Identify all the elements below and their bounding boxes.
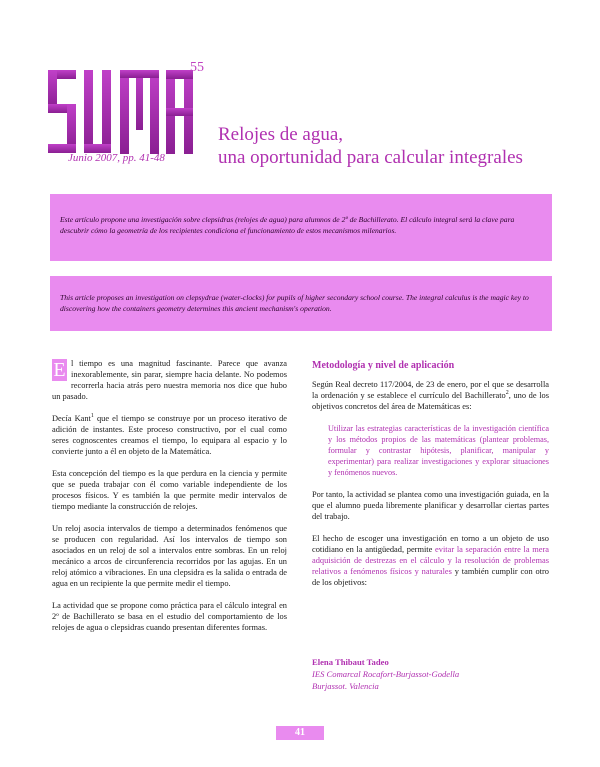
article-title-line2: una oportunidad para calcular integrales <box>218 147 523 168</box>
section-heading: Metodología y nivel de aplicación <box>312 360 455 371</box>
paragraph-kant-text-b: que el tiempo se construye por un proceso iterativo de adición de instantes. Este proceso constructivo, por el cual como seres cognoscentes creamos el tiempo, lo equipara al espacio y lo convierte junto a él en objeto de la Matemática. <box>52 414 287 456</box>
author-affiliation: IES Comarcal Rocafort-Burjassot-Godella <box>312 669 460 679</box>
article-title <box>218 123 578 169</box>
article-title-line1: Relojes de agua, <box>218 124 344 145</box>
objective-quote: Utilizar las estrategias características de la investigación científica y los métodos propios de las matemáticas (plantear problemas, formular y contrastar hipótesis, planificar, manipular y experimentar) para realizar investigaciones y explorar situaciones y fenómenos nuevos. <box>328 424 549 477</box>
paragraph-activity: La actividad que se propone como práctica para el cálculo integral en 2º de Bachillerato se basa en el estudio del comportamiento de los relojes de agua o clepsidras cuando presentan diferentes formas. <box>52 601 287 632</box>
paragraph-decree <box>312 379 549 412</box>
paragraph-intro-text: l tiempo es una magnitud fascinante. Parece que avanza inexorablemente, sin parar, siempre hacia delante. No podemos recorrerla hacia atrás pero nuestra memoria nos dice que hubo un pasado. <box>52 359 287 401</box>
left-column <box>52 358 287 644</box>
paragraph-guided: Por tanto, la actividad se plantea como una investigación guiada, en la que el alumno pueda libremente planificar y desarrollar ciertas partes del trabajo. <box>312 490 549 521</box>
footnote-marker[interactable]: 1 <box>90 413 94 420</box>
footnote-marker[interactable]: 2 <box>505 390 509 397</box>
paragraph-intro <box>52 358 287 402</box>
paragraph-decree-text-a: Según Real decreto 117/2004, de 23 de enero, por el que se desarrolla la ordenación y se establece el currículo del Bachillerato <box>312 380 549 400</box>
dropcap: E <box>53 359 66 381</box>
paragraph-clock: Un reloj asocia intervalos de tiempo a determinados fenómenos que se producen con regularidad. Así los intervalos de tiempo son asociados en un reloj de sol a intervalos entre sombras. En un reloj mecánico a arcos de circunferencia recorridos por las agujas. En un reloj atómico a vibraciones. En una clepsidra es la salida o entrada de agua en un recipiente la que permite medir el tiempo. <box>52 524 287 588</box>
abstract-spanish-text: Este artículo propone una investigación sobre clepsidras (relojes de agua) para alumnos de 2º de Bachillerato. El cálculo integral será la clave para descubrir cómo la geometría de los recipientes condiciona el funcionamiento de estos mecanismos milenarios. <box>60 215 515 235</box>
right-column <box>312 358 549 599</box>
paragraph-kant <box>52 413 287 457</box>
author-city: Burjassot. Valencia <box>312 681 379 691</box>
issue-number: 55 <box>190 60 204 75</box>
abstract-spanish <box>50 194 552 261</box>
paragraph-choice-highlight: evitar la separación entre la mera adquisición de destrezas en el cálculo y la resolución de problemas relativos a fenómenos físicos y naturales <box>312 545 549 576</box>
paragraph-choice <box>312 533 549 588</box>
abstract-english-text: This article proposes an investigation on clepsydrae (water-clocks) for pupils of higher secondary school course. The integral calculus is the magic key to discovering how the containers geometry determines this ancient mechanism's operation. <box>60 293 529 313</box>
paragraph-concept: Esta concepción del tiempo es la que perdura en la ciencia y permite que se pueda trabajar con él como variable independiente de los procesos físicos. Y es también la que permite medir intervalos de tiempo mediante la construcción de relojes. <box>52 469 287 511</box>
author-name: Elena Thibaut Tadeo <box>312 657 389 667</box>
paragraph-choice-text-b: y también cumplir con otro de los objetivos: <box>312 567 549 587</box>
paragraph-choice-text-a: El hecho de escoger una investigación en torno a un objeto de uso cotidiano en la antigüedad, permite <box>312 534 549 554</box>
abstract-english <box>50 276 552 331</box>
issue-date: Junio 2007, pp. 41-48 <box>68 152 165 164</box>
author-block <box>312 656 552 692</box>
paragraph-decree-text-b: , uno de los objetivos concretos del área de Matemáticas es: <box>312 391 549 411</box>
page-number: 41 <box>276 726 324 740</box>
paragraph-kant-text-a: Decía Kant <box>52 414 91 423</box>
